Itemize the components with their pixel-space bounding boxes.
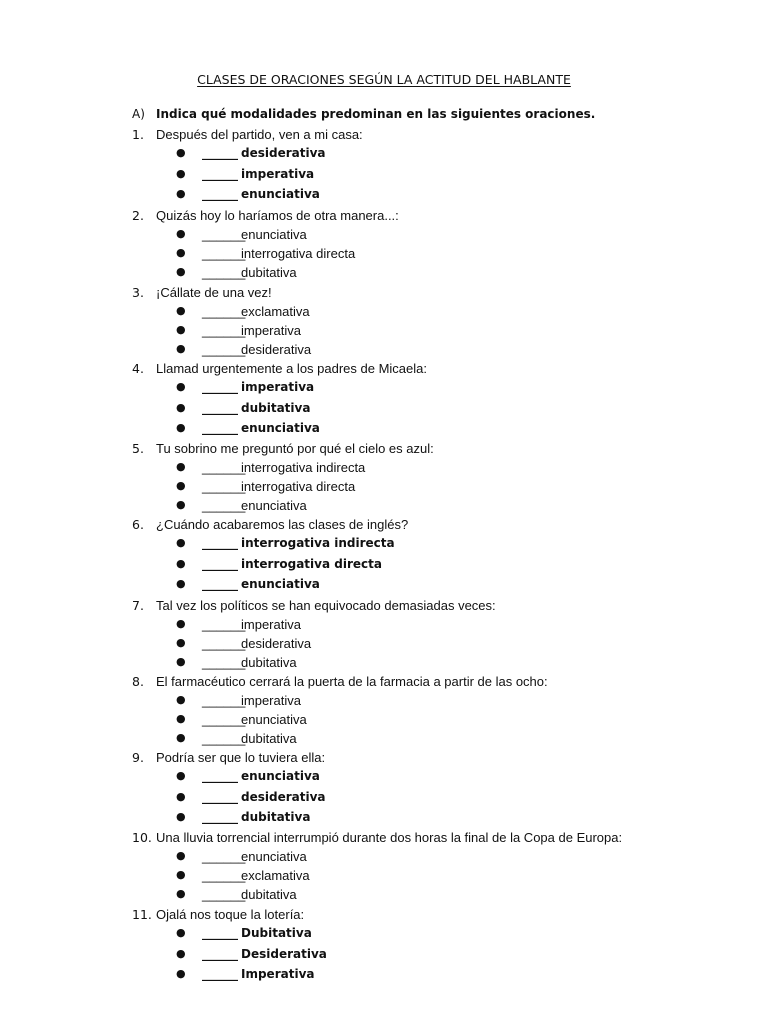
option-label: dubitativa: [241, 731, 297, 746]
option-label: imperativa: [241, 380, 315, 394]
question-text: Ojalá nos toque la lotería:: [156, 907, 305, 922]
question-number: 5.: [132, 441, 144, 456]
question-6: [132, 517, 752, 536]
bullet-icon: ●: [176, 187, 186, 200]
answer-blank[interactable]: ______: [202, 227, 246, 242]
option-label: enunciativa: [241, 498, 307, 513]
answer-blank[interactable]: ______: [202, 342, 246, 357]
option-label: enunciativa: [241, 421, 320, 435]
question-3: [132, 285, 752, 304]
answer-blank[interactable]: ______: [202, 868, 246, 883]
option-label: interrogativa directa: [241, 246, 356, 261]
answer-blank[interactable]: ______: [202, 731, 246, 746]
answer-blank[interactable]: ______: [202, 556, 238, 571]
bullet-icon: ●: [176, 636, 186, 649]
answer-blank[interactable]: ______: [202, 712, 246, 727]
answer-blank[interactable]: ______: [202, 849, 246, 864]
bullet-icon: ●: [176, 967, 186, 980]
option-label: dubitativa: [241, 655, 297, 670]
bullet-icon: ●: [176, 380, 186, 393]
bullet-icon: ●: [176, 577, 186, 590]
question-text: Llamad urgentemente a los padres de Micaela:: [156, 361, 427, 376]
question-number: 2.: [132, 208, 144, 223]
question-number: 4.: [132, 361, 144, 376]
bullet-icon: ●: [176, 655, 186, 668]
answer-blank[interactable]: ______: [202, 693, 246, 708]
answer-blank[interactable]: ______: [202, 479, 246, 494]
question-number: 9.: [132, 750, 144, 765]
question-text: Tu sobrino me preguntó por qué el cielo es azul:: [156, 441, 434, 456]
question-7: [132, 598, 752, 617]
question-number: 11.: [132, 907, 152, 922]
option-label: Desiderativa: [241, 946, 327, 961]
option-label: exclamativa: [241, 304, 310, 319]
page-title: CLASES DE ORACIONES SEGÚN LA ACTITUD DEL HABLANTE: [197, 72, 571, 87]
option-label: interrogativa indirecta: [241, 536, 395, 550]
option-label: imperativa: [241, 693, 301, 708]
option-label: dubitativa: [241, 400, 311, 415]
answer-blank[interactable]: ______: [202, 946, 238, 961]
option-label: desiderativa: [241, 146, 326, 160]
option-label: desiderativa: [241, 342, 312, 357]
answer-blank[interactable]: ______: [202, 577, 238, 591]
bullet-icon: ●: [176, 849, 186, 862]
section-label: A): [132, 107, 145, 121]
question-text: Podría ser que lo tuviera ella:: [156, 750, 326, 765]
option-label: enunciativa: [241, 769, 320, 783]
instruction-text: Indica qué modalidades predominan en las siguientes oraciones.: [156, 107, 596, 121]
answer-blank[interactable]: ______: [202, 265, 246, 280]
question-8: [132, 674, 752, 693]
option-label: dubitativa: [241, 887, 297, 902]
answer-blank[interactable]: ______: [202, 166, 238, 181]
bullet-icon: ●: [176, 810, 186, 823]
bullet-icon: ●: [176, 342, 186, 355]
question-text: Tal vez los políticos se han equivocado demasiadas veces:: [156, 598, 496, 613]
answer-blank[interactable]: ______: [202, 304, 246, 319]
answer-blank[interactable]: ______: [202, 323, 246, 338]
bullet-icon: ●: [176, 946, 186, 960]
answer-blank[interactable]: ______: [202, 967, 238, 981]
bullet-icon: ●: [176, 400, 186, 414]
bullet-icon: ●: [176, 693, 186, 706]
answer-blank[interactable]: ______: [202, 246, 246, 261]
question-4: [132, 361, 752, 380]
answer-blank[interactable]: ______: [202, 498, 246, 513]
bullet-icon: ●: [176, 769, 186, 782]
question-text: Quizás hoy lo haríamos de otra manera...:: [156, 208, 399, 223]
option-label: enunciativa: [241, 577, 320, 591]
option-label: enunciativa: [241, 849, 307, 864]
question-text: Después del partido, ven a mi casa:: [156, 127, 363, 142]
option-label: desiderativa: [241, 789, 326, 804]
question-number: 7.: [132, 598, 144, 613]
answer-blank[interactable]: ______: [202, 789, 238, 804]
bullet-icon: ●: [176, 323, 186, 336]
option-label: interrogativa directa: [241, 556, 382, 571]
question-text: ¡Cállate de una vez!: [156, 285, 272, 300]
bullet-icon: ●: [176, 421, 186, 434]
bullet-icon: ●: [176, 926, 186, 939]
bullet-icon: ●: [176, 556, 186, 570]
bullet-icon: ●: [176, 536, 186, 549]
question-number: 10.: [132, 830, 152, 845]
answer-blank[interactable]: ______: [202, 460, 246, 475]
answer-blank[interactable]: ______: [202, 769, 238, 783]
question-9: [132, 750, 752, 769]
answer-blank[interactable]: ______: [202, 536, 238, 550]
question-1: [132, 127, 752, 146]
option-label: Imperativa: [241, 967, 315, 981]
option-label: dubitativa: [241, 810, 311, 824]
option-label: exclamativa: [241, 868, 310, 883]
answer-blank[interactable]: ______: [202, 655, 246, 670]
bullet-icon: ●: [176, 731, 186, 744]
option-label: interrogativa indirecta: [241, 460, 366, 475]
question-11: [132, 907, 752, 926]
bullet-icon: ●: [176, 246, 186, 259]
bullet-icon: ●: [176, 146, 186, 159]
question-text: ¿Cuándo acabaremos las clases de inglés?: [156, 517, 409, 532]
option-label: enunciativa: [241, 227, 307, 242]
option-label: imperativa: [241, 617, 301, 632]
question-number: 8.: [132, 674, 144, 689]
bullet-icon: ●: [176, 227, 186, 240]
bullet-icon: ●: [176, 617, 186, 630]
question-10: [132, 830, 752, 849]
answer-blank[interactable]: ______: [202, 617, 246, 632]
bullet-icon: ●: [176, 304, 186, 317]
option-label: imperativa: [241, 166, 315, 181]
bullet-icon: ●: [176, 887, 186, 900]
option-label: interrogativa directa: [241, 479, 356, 494]
answer-blank[interactable]: ______: [202, 926, 238, 940]
bullet-icon: ●: [176, 868, 186, 881]
bullet-icon: ●: [176, 789, 186, 803]
bullet-icon: ●: [176, 265, 186, 278]
answer-blank[interactable]: ______: [202, 810, 238, 824]
answer-blank[interactable]: ______: [202, 421, 238, 435]
bullet-icon: ●: [176, 712, 186, 725]
bullet-icon: ●: [176, 498, 186, 511]
option-label: enunciativa: [241, 712, 307, 727]
question-number: 1.: [132, 127, 144, 142]
bullet-icon: ●: [176, 479, 186, 492]
question-number: 3.: [132, 285, 144, 300]
question-text: Una lluvia torrencial interrumpió durante dos horas la final de la Copa de Europa:: [156, 830, 623, 845]
option-label: Dubitativa: [241, 926, 312, 940]
option-label: enunciativa: [241, 187, 320, 201]
question-number: 6.: [132, 517, 144, 532]
bullet-icon: ●: [176, 166, 186, 180]
answer-blank[interactable]: ______: [202, 146, 238, 160]
answer-blank[interactable]: ______: [202, 380, 238, 394]
answer-blank[interactable]: ______: [202, 887, 246, 902]
option-label: imperativa: [241, 323, 301, 338]
question-text: El farmacéutico cerrará la puerta de la farmacia a partir de las ocho:: [156, 674, 548, 689]
option-label: dubitativa: [241, 265, 297, 280]
answer-blank[interactable]: ______: [202, 400, 238, 415]
question-2: [132, 208, 752, 227]
bullet-icon: ●: [176, 460, 186, 473]
question-5: [132, 441, 752, 460]
option-label: desiderativa: [241, 636, 312, 651]
answer-blank[interactable]: ______: [202, 636, 246, 651]
answer-blank[interactable]: ______: [202, 187, 238, 201]
